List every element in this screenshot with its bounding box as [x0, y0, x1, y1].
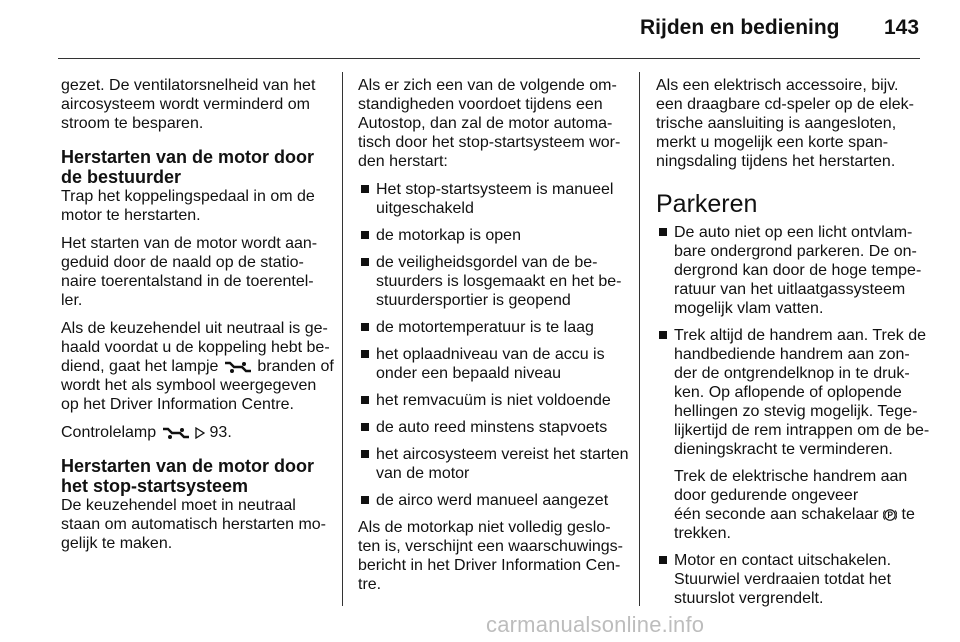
text-line: naire toerentalstand in de toerentel-	[61, 273, 314, 290]
text-line: onder een bepaald niveau	[376, 365, 562, 382]
text-line: van de motor	[376, 465, 470, 482]
text-line: bare ondergrond parkeren. De on-	[674, 243, 917, 260]
page-reference-link[interactable]: 93.	[209, 424, 232, 441]
text-line: Als de keuzehendel uit neutraal is ge-	[61, 320, 328, 337]
text-line: handbediende handrem aan zon-	[674, 346, 910, 363]
text-line: Trek de elektrische handrem aan	[674, 468, 908, 485]
text-line: ler.	[61, 292, 83, 309]
text-line: Als een elektrisch accessoire, bijv.	[656, 77, 899, 94]
text-line: trische aansluiting is aangesloten,	[656, 115, 897, 132]
text-line: De auto niet op een licht ontvlam-	[674, 224, 913, 241]
text-line: lijkertijd de rem intrappen om de be-	[674, 422, 930, 439]
text-line: bericht in het Driver Information Cen-	[358, 557, 621, 574]
text-line: de motortemperatuur is te laag	[376, 319, 594, 336]
list-item	[358, 180, 628, 218]
parking-brake-icon	[883, 508, 897, 522]
column-3	[656, 76, 930, 616]
text-line: het aircosysteem vereist het starten	[376, 446, 629, 463]
text-line: Het stop-startsysteem is manueel	[376, 181, 614, 198]
paragraph-ventilation	[61, 76, 329, 133]
list-item	[358, 418, 628, 437]
text-line: dergrond kan door de hoge tempe-	[674, 262, 922, 279]
text-line: Het starten van de motor wordt aan-	[61, 235, 318, 252]
text-line: Als de motorkap niet volledig geslo-	[358, 519, 611, 536]
text-line: den herstart:	[358, 153, 448, 170]
text-line: de auto reed minstens stapvoets	[376, 419, 608, 436]
paragraph-clutch	[61, 187, 329, 225]
column-divider-left	[342, 72, 343, 606]
paragraph-accessory	[656, 76, 924, 171]
text-line: ken. Op aflopende of oplopende	[674, 384, 902, 401]
text-line: de motorkap is open	[376, 227, 521, 244]
text-line: mogelijk vlam vatten.	[674, 300, 824, 317]
text-line: hellingen zo stevig mogelijk. Tege-	[674, 403, 918, 420]
text-line-with-icon	[674, 505, 924, 524]
text-line: stuurslot vergrendelt.	[674, 590, 824, 607]
text-line: ten is, verschijnt een waarschuwings-	[358, 538, 624, 555]
list-item	[358, 318, 628, 337]
text-line: geduid door de naald op de statio-	[61, 254, 304, 271]
running-header-title: Rijden en bediening	[640, 16, 840, 39]
text-fragment: Controlelamp	[61, 424, 157, 441]
text-line: Stuurwiel verdraaien totdat het	[674, 571, 892, 588]
text-line: De keuzehendel moet in neutraal	[61, 497, 296, 514]
header-rule	[58, 58, 920, 59]
list-item	[358, 491, 628, 510]
paragraph-gear-lever	[61, 319, 334, 414]
page-reference-arrow-icon[interactable]	[195, 427, 205, 439]
list-item	[358, 226, 628, 245]
text-fragment: branden of	[257, 358, 334, 375]
heading-restart-by-driver: Herstarten van de motor door de bestuurder	[61, 147, 315, 187]
text-line: Motor en contact uitschakelen.	[674, 552, 892, 569]
text-line: ningsdaling tijdens het herstarten.	[656, 153, 896, 170]
heading-restart-by-system: Herstarten van de motor door het stop-startsysteem	[61, 456, 315, 496]
restart-conditions-list	[358, 180, 628, 510]
text-line: merkt u mogelijk een korte span-	[656, 134, 889, 151]
paragraph-control-lamp	[61, 423, 329, 442]
list-item	[358, 253, 628, 310]
car-autostop-icon	[223, 360, 253, 374]
text-line: op het Driver Information Centre.	[61, 396, 294, 413]
text-line: aircosysteem wordt verminderd om	[61, 96, 310, 113]
text-line: der de ontgrendelknop in te druk-	[674, 365, 910, 382]
spacer	[674, 459, 924, 467]
column-divider-right	[639, 72, 640, 606]
text-line: een draagbare cd-speler op de elek-	[656, 96, 914, 113]
text-line: staan om automatisch herstarten mo-	[61, 516, 327, 533]
text-line: door gedurende ongeveer	[674, 487, 859, 504]
text-line: wordt het als symbool weergegeven	[61, 377, 317, 394]
text-line-with-icon	[61, 357, 334, 376]
paragraph-conditions-intro	[358, 76, 628, 171]
text-line: Trap het koppelingspedaal in om de	[61, 188, 315, 205]
list-item	[656, 223, 924, 318]
text-line: tre.	[358, 576, 382, 593]
list-item	[358, 345, 628, 383]
text-line: Als er zich een van de volgende om-	[358, 77, 617, 94]
text-line: de airco werd manueel aangezet	[376, 492, 609, 509]
text-line: het oplaadniveau van de accu is	[376, 346, 605, 363]
text-line: uitgeschakeld	[376, 200, 474, 217]
text-line-with-icon	[61, 423, 329, 442]
paragraph-neutral	[61, 496, 329, 553]
text-fragment: één seconde aan schakelaar	[674, 506, 879, 523]
list-item	[358, 445, 628, 483]
text-fragment: diend, gaat het lampje	[61, 358, 219, 375]
column-2	[358, 76, 628, 603]
text-line: trekken.	[674, 525, 731, 542]
text-line: het remvacuüm is niet voldoende	[376, 392, 611, 409]
text-line: tisch door het stop-startsysteem wor-	[358, 134, 621, 151]
text-line: stuurders is losgemaakt en het be-	[376, 273, 622, 290]
text-line: stuurdersportier is geopend	[376, 292, 571, 309]
list-item	[358, 391, 628, 410]
text-line: gelijk te maken.	[61, 535, 173, 552]
text-fragment: te	[901, 506, 915, 523]
list-item	[656, 326, 930, 543]
text-line: dieningskracht te verminderen.	[674, 441, 893, 458]
text-line: gezet. De ventilatorsnelheid van het	[61, 77, 316, 94]
heading-parking: Parkeren	[656, 190, 758, 218]
column-1	[61, 76, 334, 562]
text-line: de veiligheidsgordel van de be-	[376, 254, 598, 271]
text-line: ratuur van het uitlaatgassysteem	[674, 281, 906, 298]
paragraph-hood-warning	[358, 518, 628, 594]
text-line: standigheden voordoet tijdens een	[358, 96, 603, 113]
text-line: stroom te besparen.	[61, 115, 204, 132]
parking-list	[656, 223, 930, 608]
car-autostop-icon	[161, 426, 191, 440]
list-item	[656, 551, 924, 608]
text-line: Autostop, dan zal de motor automa-	[358, 115, 613, 132]
watermark: carmanualsonline.info	[486, 612, 705, 637]
text-line: motor te herstarten.	[61, 207, 201, 224]
page-number: 143	[884, 16, 920, 39]
paragraph-tachometer	[61, 234, 329, 310]
text-line: haald voordat u de koppeling hebt be-	[61, 339, 330, 356]
text-line: Trek altijd de handrem aan. Trek de	[674, 327, 926, 344]
